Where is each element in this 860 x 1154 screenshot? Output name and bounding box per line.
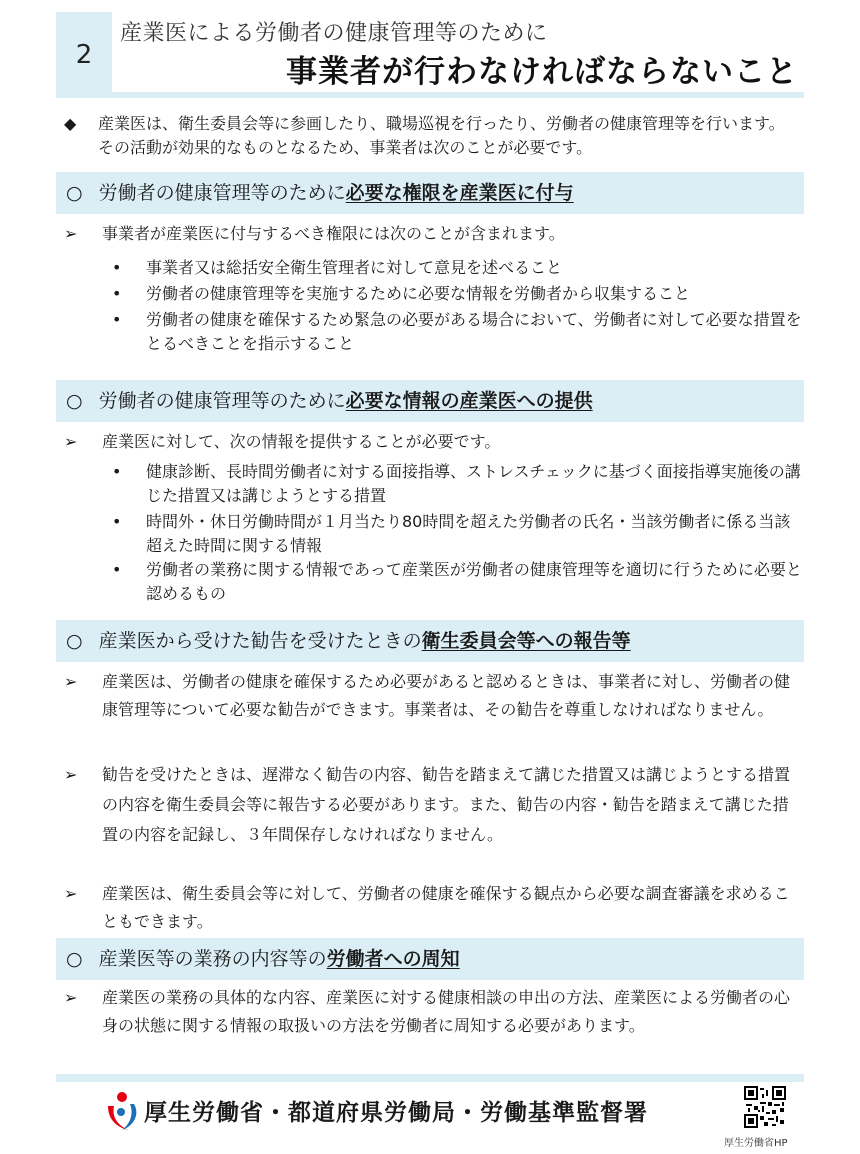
- dot-bullet-icon: •: [112, 284, 122, 303]
- section-4-arrow-item: [64, 984, 802, 1040]
- intro-paragraph: [64, 112, 800, 160]
- arrow-bullet-icon: ➢: [64, 224, 78, 243]
- section-3-arrow-item-1: [64, 668, 802, 724]
- section-1-bullet-1-text: 事業者又は総括安全衛生管理者に対して意見を述べること: [146, 258, 563, 277]
- section-2-bullet-2-text: 時間外・休日労働時間が１月当たり80時間を超えた労働者の氏名・当該労働者に係る当該超えた時間に関する情報: [146, 512, 791, 555]
- section-1-bullet-2: [112, 282, 802, 306]
- page-title: 事業者が行わなければならないこと: [286, 54, 798, 90]
- section-1-bullet-1: [112, 256, 802, 280]
- section-4-title-highlight: 労働者への周知: [326, 948, 460, 970]
- section-3-arrow-item-2: [64, 760, 802, 850]
- section-3-title-highlight: 衛生委員会等への報告等: [421, 630, 631, 652]
- diamond-bullet-icon: ◆: [64, 114, 77, 133]
- section-1-bullet-2-text: 労働者の健康管理等を実施するために必要な情報を労働者から収集すること: [146, 284, 691, 303]
- qr-code-label: 厚生労働省HP: [724, 1138, 788, 1149]
- intro-text: 産業医は、衛生委員会等に参画したり、職場巡視を行ったり、労働者の健康管理等を行います。その活動が効果的なものとなるため、事業者は次のことが必要です。: [98, 114, 785, 157]
- qr-code-icon[interactable]: [744, 1086, 786, 1128]
- section-2-arrow-text: 産業医に対して、次の情報を提供することが必要です。: [102, 432, 501, 451]
- arrow-bullet-icon: ➢: [64, 432, 78, 451]
- dot-bullet-icon: •: [112, 258, 122, 277]
- section-2-bullet-2: [112, 510, 802, 558]
- circle-icon: ○: [66, 182, 83, 204]
- section-2-bullet-3: [112, 558, 802, 606]
- section-2-arrow-item: [64, 430, 802, 454]
- section-1-arrow-text: 事業者が産業医に付与するべき権限には次のことが含まれます。: [102, 224, 565, 243]
- circle-icon: ○: [66, 390, 83, 412]
- arrow-bullet-icon: ➢: [64, 884, 78, 903]
- circle-icon: ○: [66, 948, 83, 970]
- arrow-bullet-icon: ➢: [64, 988, 78, 1007]
- dot-bullet-icon: •: [112, 462, 122, 481]
- section-2-title-prefix: 労働者の健康管理等のために: [98, 390, 346, 412]
- dot-bullet-icon: •: [112, 310, 122, 329]
- section-2-bullet-1-text: 健康診断、長時間労働者に対する面接指導、ストレスチェックに基づく面接指導実施後の講じた措置又は講じようとする措置: [146, 462, 801, 505]
- section-1-arrow-item: [64, 222, 802, 246]
- section-1-bullet-3-text: 労働者の健康を確保するため緊急の必要がある場合において、労働者に対して必要な措置をとるべきことを指示すること: [146, 310, 802, 353]
- footer-band: [56, 1074, 804, 1082]
- arrow-bullet-icon: ➢: [64, 765, 78, 784]
- section-3-title: [66, 620, 631, 662]
- circle-icon: ○: [66, 630, 83, 652]
- section-1-title-prefix: 労働者の健康管理等のために: [98, 182, 346, 204]
- section-2-bullet-3-text: 労働者の業務に関する情報であって産業医が労働者の健康管理等を適切に行うために必要と認めるもの: [146, 560, 802, 603]
- page-number: 2: [75, 40, 93, 70]
- section-2-title: [66, 380, 593, 422]
- section-1-title-highlight: 必要な権限を産業医に付与: [345, 182, 574, 204]
- mhlw-logo-icon: [100, 1088, 142, 1132]
- section-3-arrow-text-2: 勧告を受けたときは、遅滞なく勧告の内容、勧告を踏まえて講じた措置又は講じようとする措置の内容を衛生委員会等に報告する必要があります。また、勧告の内容・勧告を踏まえて講じた措置の内容を記録し、３年間保存しなければなりません。: [102, 765, 791, 844]
- section-3-arrow-text-1: 産業医は、労働者の健康を確保するため必要があると認めるときは、事業者に対し、労働者の健康管理等について必要な勧告ができます。事業者は、その勧告を尊重しなければなりません。: [102, 672, 791, 719]
- section-4-title: [66, 938, 460, 980]
- dot-bullet-icon: •: [112, 512, 122, 531]
- section-3-arrow-item-3: [64, 880, 802, 936]
- header-subtitle: 産業医による労働者の健康管理等のために: [120, 21, 548, 46]
- arrow-bullet-icon: ➢: [64, 672, 78, 691]
- footer-organization: 厚生労働省・都道府県労働局・労働基準監督署: [144, 1100, 648, 1126]
- section-3-arrow-text-3: 産業医は、衛生委員会等に対して、労働者の健康を確保する観点から必要な調査審議を求めることもできます。: [102, 884, 790, 931]
- section-1-bullet-3: [112, 308, 802, 356]
- section-3-title-prefix: 産業医から受けた勧告を受けたときの: [98, 630, 422, 652]
- section-4-arrow-text: 産業医の業務の具体的な内容、産業医に対する健康相談の申出の方法、産業医による労働者の心身の状態に関する情報の取扱いの方法を労働者に周知する必要があります。: [102, 988, 791, 1035]
- section-2-title-highlight: 必要な情報の産業医への提供: [345, 390, 593, 412]
- dot-bullet-icon: •: [112, 560, 122, 579]
- section-4-title-prefix: 産業医等の業務の内容等の: [98, 948, 327, 970]
- section-2-bullet-1: [112, 460, 802, 508]
- section-1-title: [66, 172, 574, 214]
